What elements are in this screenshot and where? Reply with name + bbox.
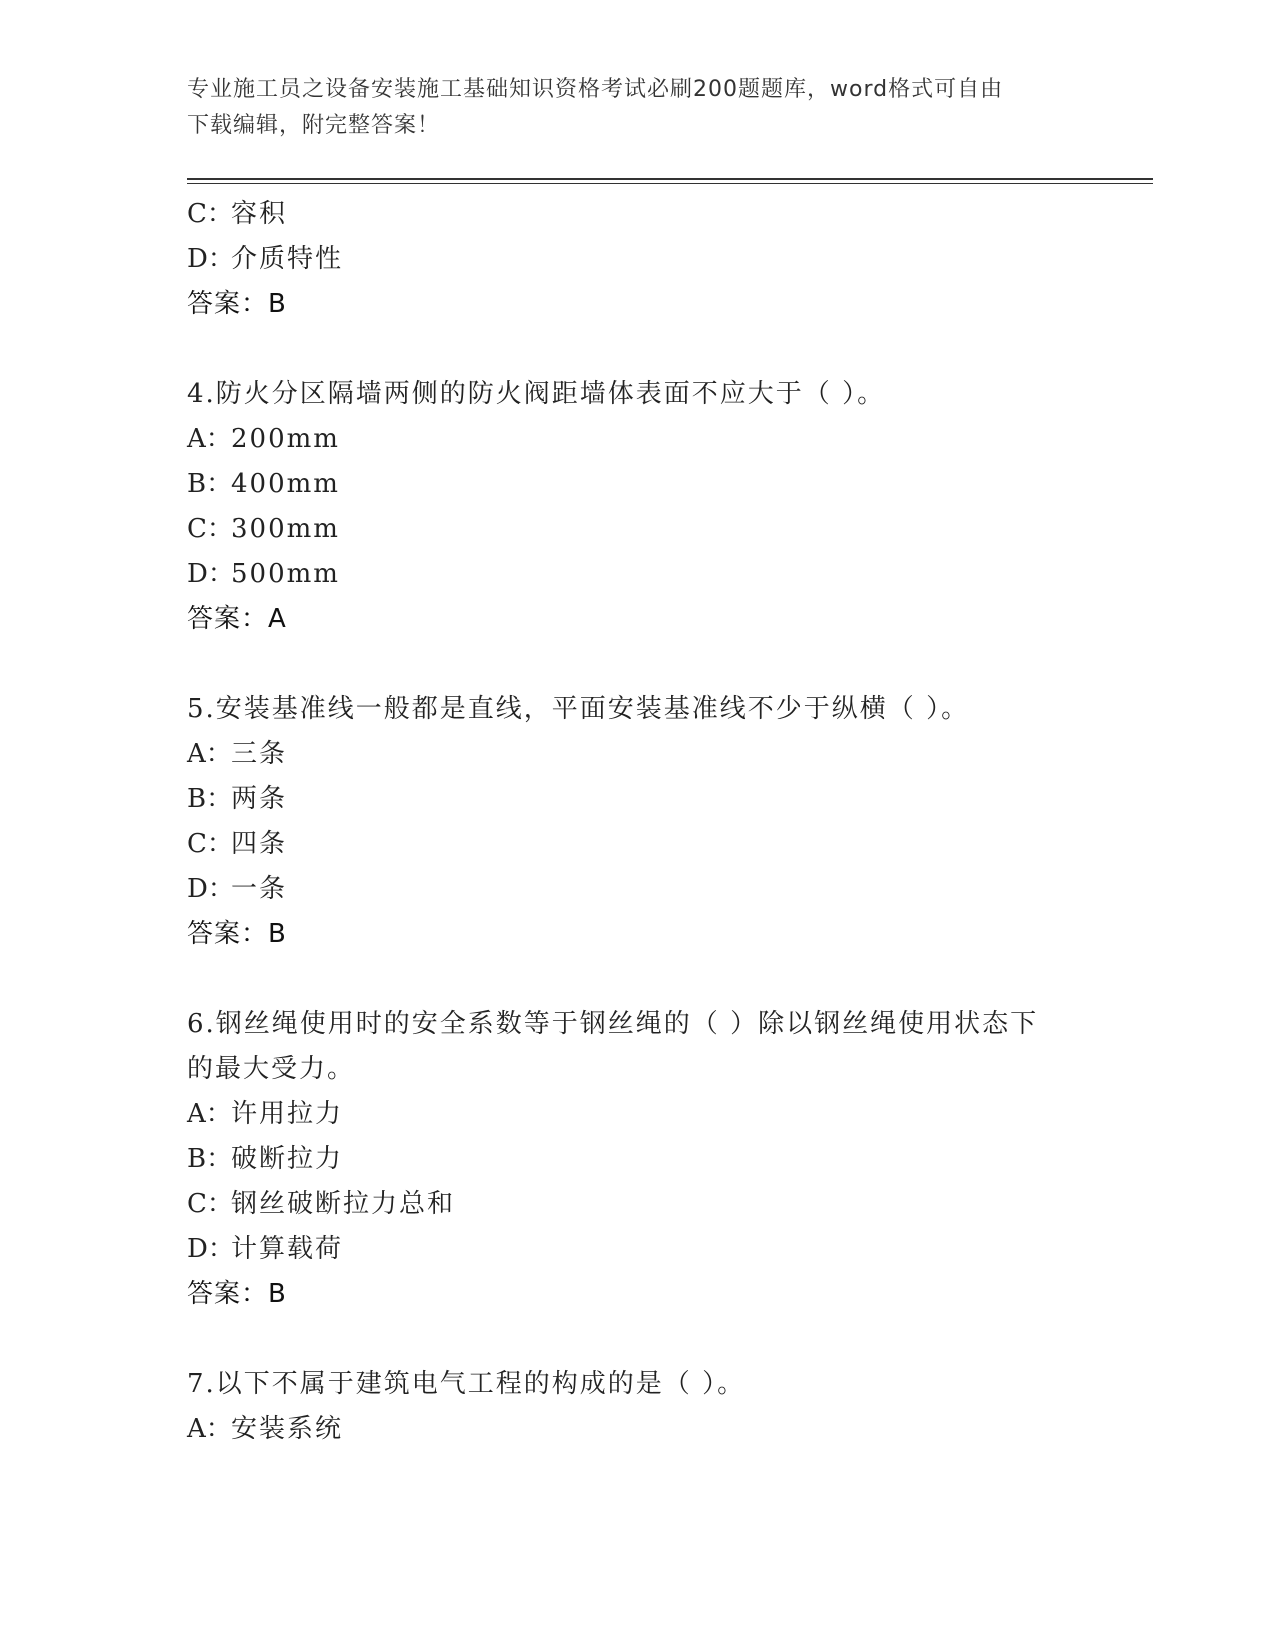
option-text: 介质特性	[231, 244, 344, 274]
option-text: 300mm	[231, 514, 340, 544]
option-line	[187, 1093, 343, 1130]
option-text: 许用拉力	[231, 1099, 344, 1129]
option-line	[187, 868, 287, 905]
header-divider-thin	[187, 183, 1153, 184]
option-line	[187, 733, 287, 770]
answer-line: 答案：B	[187, 919, 287, 949]
header-divider-thick	[187, 178, 1153, 180]
option-text: 安装系统	[231, 1414, 344, 1444]
option-text: 容积	[231, 199, 288, 229]
option-key: C：	[187, 829, 233, 859]
option-key: B：	[187, 469, 233, 499]
option-text: 计算载荷	[231, 1234, 344, 1264]
answer-line: 答案：B	[187, 1279, 287, 1309]
question-text: 4.防火分区隔墙两侧的防火阀距墙体表面不应大于（ ）。	[187, 379, 886, 409]
option-line	[187, 1138, 343, 1175]
question-text: 6.钢丝绳使用时的安全系数等于钢丝绳的（ ）除以钢丝绳使用状态下	[187, 1009, 1039, 1039]
option-key: D：	[187, 874, 234, 904]
option-text: 破断拉力	[231, 1144, 344, 1174]
header-line-2: 下载编辑，附完整答案！	[187, 113, 441, 138]
option-key: D：	[187, 1234, 234, 1264]
option-key: B：	[187, 784, 233, 814]
option-line	[187, 193, 287, 230]
option-key: A：	[187, 1414, 232, 1444]
option-text: 钢丝破断拉力总和	[231, 1189, 456, 1219]
option-line	[187, 553, 340, 590]
option-text: 一条	[231, 874, 288, 904]
option-line	[187, 1228, 343, 1265]
option-key: A：	[187, 1099, 232, 1129]
option-key: C：	[187, 199, 233, 229]
option-line	[187, 418, 340, 455]
answer-line: 答案：A	[187, 604, 287, 634]
option-line	[187, 238, 343, 275]
option-line	[187, 508, 340, 545]
option-key: A：	[187, 424, 232, 454]
option-line	[187, 1183, 455, 1220]
header-line-1: 专业施工员之设备安装施工基础知识资格考试必刷200题题库，word格式可自由	[187, 77, 1004, 102]
option-line	[187, 463, 340, 500]
answer-line: 答案：B	[187, 289, 287, 319]
option-line	[187, 778, 287, 815]
option-text: 500mm	[231, 559, 340, 589]
question-text: 7.以下不属于建筑电气工程的构成的是（ ）。	[187, 1369, 746, 1399]
option-text: 三条	[231, 739, 288, 769]
option-line	[187, 823, 287, 860]
option-key: D：	[187, 559, 234, 589]
option-key: B：	[187, 1144, 233, 1174]
question-text: 5.安装基准线一般都是直线，平面安装基准线不少于纵横（ ）。	[187, 694, 970, 724]
option-line	[187, 1408, 343, 1445]
option-text: 两条	[231, 784, 288, 814]
document-header	[187, 72, 1087, 144]
option-key: A：	[187, 739, 232, 769]
option-key: C：	[187, 514, 233, 544]
option-key: D：	[187, 244, 234, 274]
question-text: 的最大受力。	[187, 1054, 356, 1084]
option-text: 400mm	[231, 469, 340, 499]
option-text: 四条	[231, 829, 288, 859]
option-key: C：	[187, 1189, 233, 1219]
option-text: 200mm	[231, 424, 340, 454]
